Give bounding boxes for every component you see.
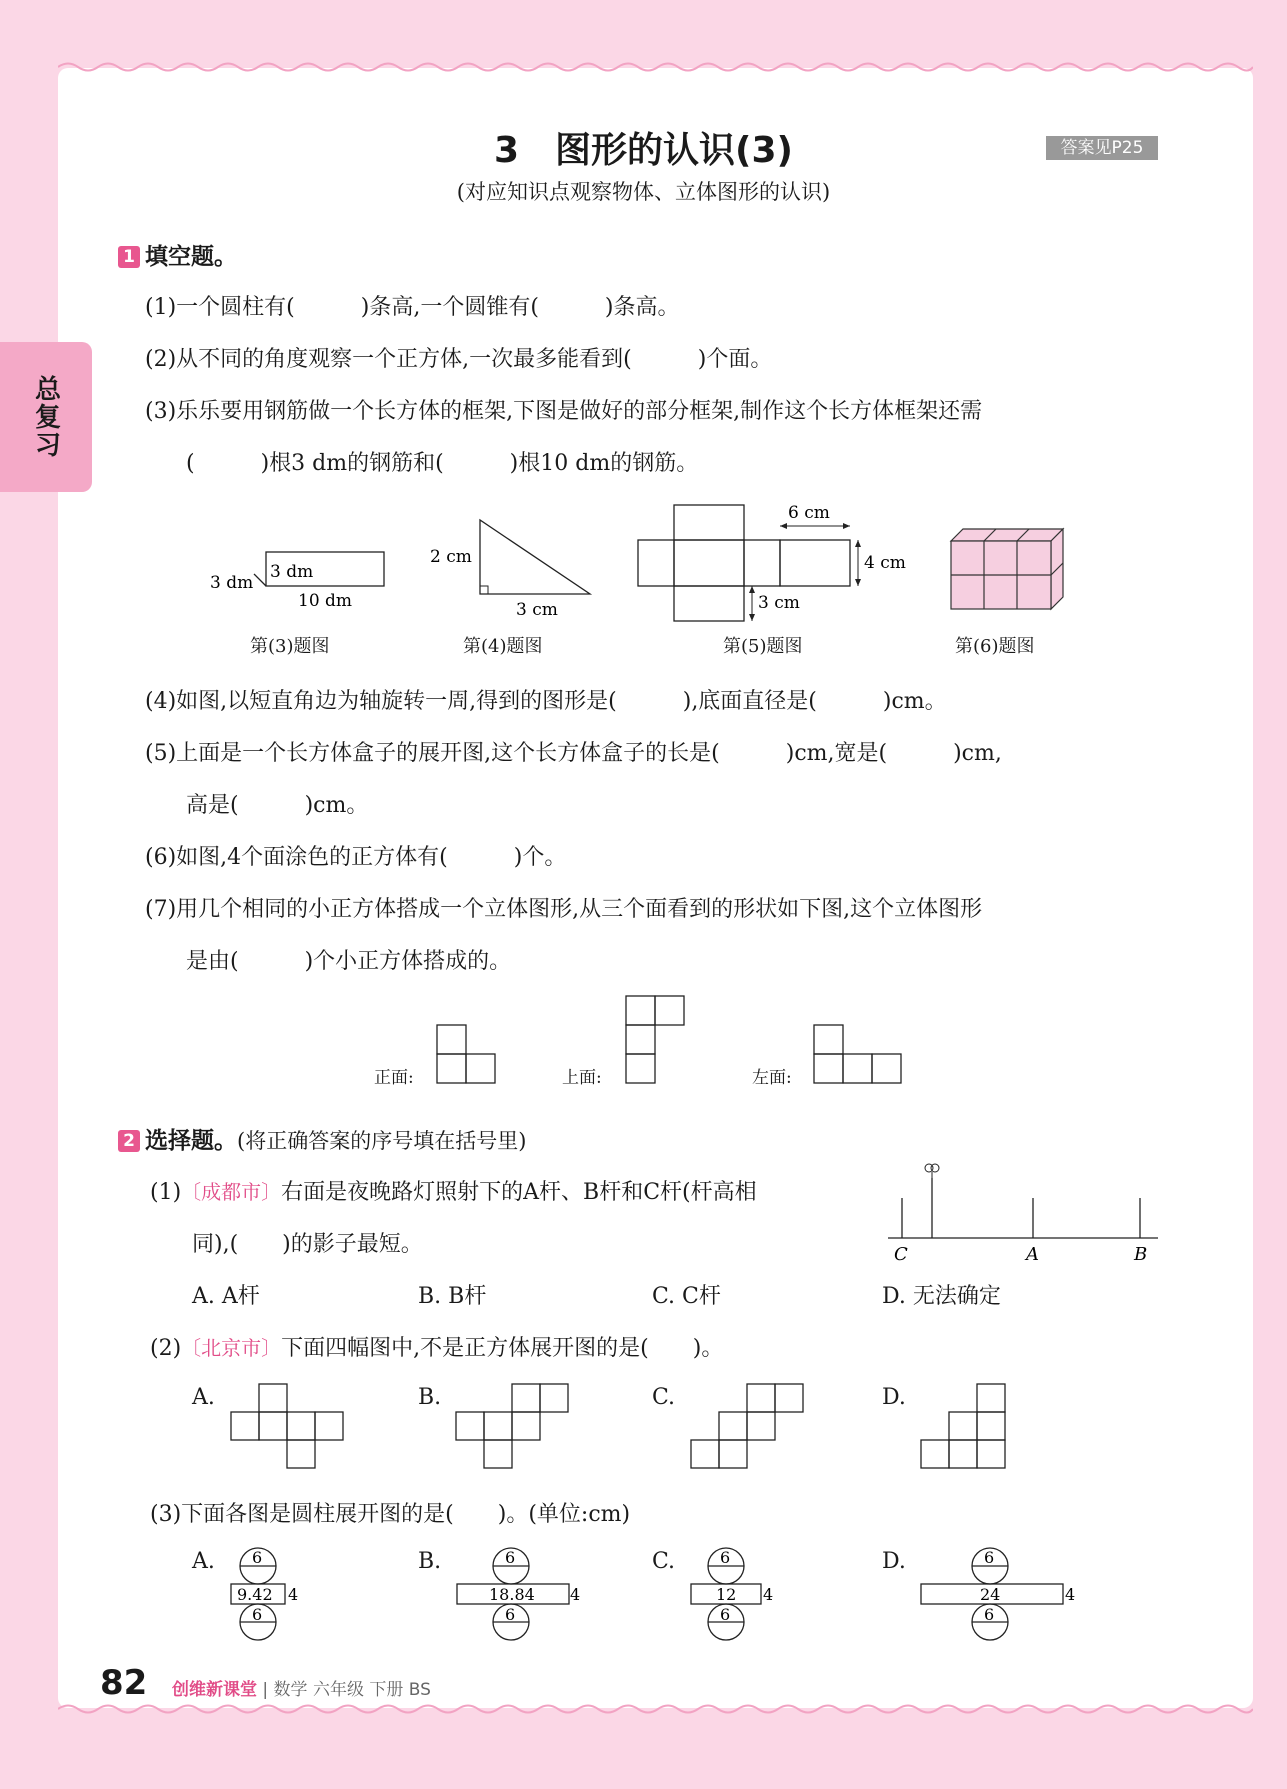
- fig3-label-bottom: 10 dm: [298, 591, 353, 610]
- question-1-6: (6)如图,4个面涂色的正方体有( )个。: [145, 845, 567, 870]
- net-d-height: 4: [1065, 1585, 1076, 1604]
- net-b-top-diameter: 6: [505, 1548, 516, 1567]
- figure-5-box-net: [630, 500, 910, 625]
- page-title: 3 图形的认识(3): [493, 130, 793, 171]
- figure-6-cube-stack: [945, 525, 1070, 615]
- fig5-label-height: 4 cm: [864, 553, 906, 573]
- fig5-label-length: 6 cm: [788, 503, 830, 523]
- question-1-3-line1: (3)乐乐要用钢筋做一个长方体的框架,下图是做好的部分框架,制作这个长方体框架还需: [145, 399, 983, 424]
- footer-info: 创维新课堂 | 数学 六年级 下册 BS: [172, 1680, 431, 1700]
- view-left-grid: [813, 1024, 905, 1086]
- view-left-label: 左面:: [752, 1068, 792, 1088]
- view-top-label: 上面:: [562, 1068, 602, 1088]
- net-b-bottom-diameter: 6: [505, 1605, 516, 1624]
- tag-chengdu: 〔成都市〕: [181, 1180, 282, 1204]
- view-front-grid: [436, 1024, 498, 1086]
- option-2-2-d: D.: [882, 1385, 906, 1410]
- option-2-2-c: C.: [652, 1385, 676, 1410]
- footer-brand: 创维新课堂: [172, 1680, 257, 1700]
- net-a-length: 9.42: [237, 1585, 273, 1604]
- answer-reference-badge: 答案见P25: [1046, 136, 1158, 160]
- fig3-label-left: 3 dm: [210, 573, 254, 593]
- question-1-4: (4)如图,以短直角边为轴旋转一周,得到的图形是( ),底面直径是( )cm。: [145, 689, 947, 714]
- option-2-1-a: A. A杆: [192, 1284, 260, 1309]
- figure-3-frame: [200, 540, 400, 610]
- option-2-2-b: B.: [418, 1385, 442, 1410]
- net-c-grid: [690, 1383, 808, 1473]
- cylinder-net-a: [226, 1546, 306, 1646]
- net-c-height: 4: [763, 1585, 774, 1604]
- pole-b-label: B: [1134, 1244, 1148, 1265]
- section1-heading: [118, 238, 237, 271]
- view-front-label: 正面:: [374, 1068, 414, 1088]
- net-a-bottom-diameter: 6: [252, 1605, 263, 1624]
- net-c-length: 12: [716, 1585, 737, 1604]
- net-b-grid: [455, 1383, 573, 1473]
- figure-6-caption: 第(6)题图: [955, 636, 1035, 657]
- figure-5-caption: 第(5)题图: [723, 636, 803, 657]
- question-1-7-line2: 是由( )个小正方体搭成的。: [186, 949, 512, 974]
- section1-number: 1: [118, 246, 140, 268]
- question-1-2: (2)从不同的角度观察一个正方体,一次最多能看到( )个面。: [145, 347, 773, 372]
- question-2-3: (3)下面各图是圆柱展开图的是( )。(单位:cm): [150, 1502, 631, 1527]
- bottom-wave-border: [58, 1702, 1253, 1716]
- net-a-height: 4: [288, 1585, 299, 1604]
- fig4-label-side: 2 cm: [430, 547, 472, 567]
- net-d-bottom-diameter: 6: [984, 1605, 995, 1624]
- net-b-height: 4: [570, 1585, 581, 1604]
- section2-note: (将正确答案的序号填在括号里): [237, 1129, 527, 1153]
- streetlight-figure: [880, 1160, 1160, 1270]
- option-2-1-d: D. 无法确定: [882, 1284, 1001, 1309]
- net-c-bottom-diameter: 6: [720, 1605, 731, 1624]
- question-1-5-line2: 高是( )cm。: [186, 793, 369, 818]
- question-1-1: (1)一个圆柱有( )条高,一个圆锥有( )条高。: [145, 295, 680, 320]
- question-2-1-line2: 同),( )的影子最短。: [192, 1232, 423, 1257]
- net-d-grid: [920, 1383, 1010, 1473]
- net-d-length: 24: [980, 1585, 1001, 1604]
- net-d-top-diameter: 6: [984, 1548, 995, 1567]
- figure-3-caption: 第(3)题图: [250, 636, 330, 657]
- cylinder-net-c: [686, 1546, 776, 1646]
- net-b-length: 18.84: [489, 1585, 535, 1604]
- net-c-top-diameter: 6: [720, 1548, 731, 1567]
- option-2-3-c: C.: [652, 1549, 676, 1574]
- question-2-1-line1: (1)〔成都市〕右面是夜晚路灯照射下的A杆、B杆和C杆(杆高相: [150, 1180, 757, 1205]
- option-2-1-c: C. C杆: [652, 1284, 721, 1309]
- figure-4-caption: 第(4)题图: [463, 636, 543, 657]
- page-subtitle: (对应知识点观察物体、立体图形的认识): [456, 180, 831, 204]
- option-2-3-a: A.: [192, 1549, 215, 1574]
- cylinder-net-b: [452, 1546, 582, 1646]
- question-1-3-line2: ( )根3 dm的钢筋和( )根10 dm的钢筋。: [186, 451, 699, 476]
- question-2-2: (2)〔北京市〕下面四幅图中,不是正方体展开图的是( )。: [150, 1336, 724, 1361]
- fig4-label-base: 3 cm: [516, 600, 558, 620]
- fig5-label-width: 3 cm: [758, 593, 800, 613]
- question-1-7-line1: (7)用几个相同的小正方体搭成一个立体图形,从三个面看到的形状如下图,这个立体图形: [145, 897, 983, 922]
- view-top-grid: [625, 995, 687, 1087]
- pole-a-label: A: [1026, 1244, 1039, 1265]
- section2-heading: [118, 1122, 526, 1155]
- question-1-5-line1: (5)上面是一个长方体盒子的展开图,这个长方体盒子的长是( )cm,宽是( )cm,: [145, 741, 1002, 766]
- section1-title: 填空题。: [145, 244, 237, 270]
- pole-c-label: C: [894, 1244, 908, 1265]
- tag-beijing: 〔北京市〕: [181, 1336, 282, 1360]
- section2-number: 2: [118, 1130, 140, 1152]
- net-a-top-diameter: 6: [252, 1548, 263, 1567]
- section2-title: 选择题。: [145, 1128, 237, 1154]
- figure-4-triangle: [420, 512, 600, 622]
- option-2-2-a: A.: [192, 1385, 215, 1410]
- option-2-3-d: D.: [882, 1549, 906, 1574]
- top-wave-border: [58, 60, 1253, 74]
- option-2-1-b: B. B杆: [418, 1284, 487, 1309]
- side-tab-review: 总复习: [0, 342, 92, 492]
- fig3-label-top: 3 dm: [270, 562, 314, 582]
- option-2-3-b: B.: [418, 1549, 442, 1574]
- cylinder-net-d: [916, 1546, 1076, 1646]
- footer-details: 数学 六年级 下册 BS: [273, 1680, 431, 1700]
- net-a-grid: [230, 1383, 348, 1473]
- page-number: 82: [100, 1663, 148, 1703]
